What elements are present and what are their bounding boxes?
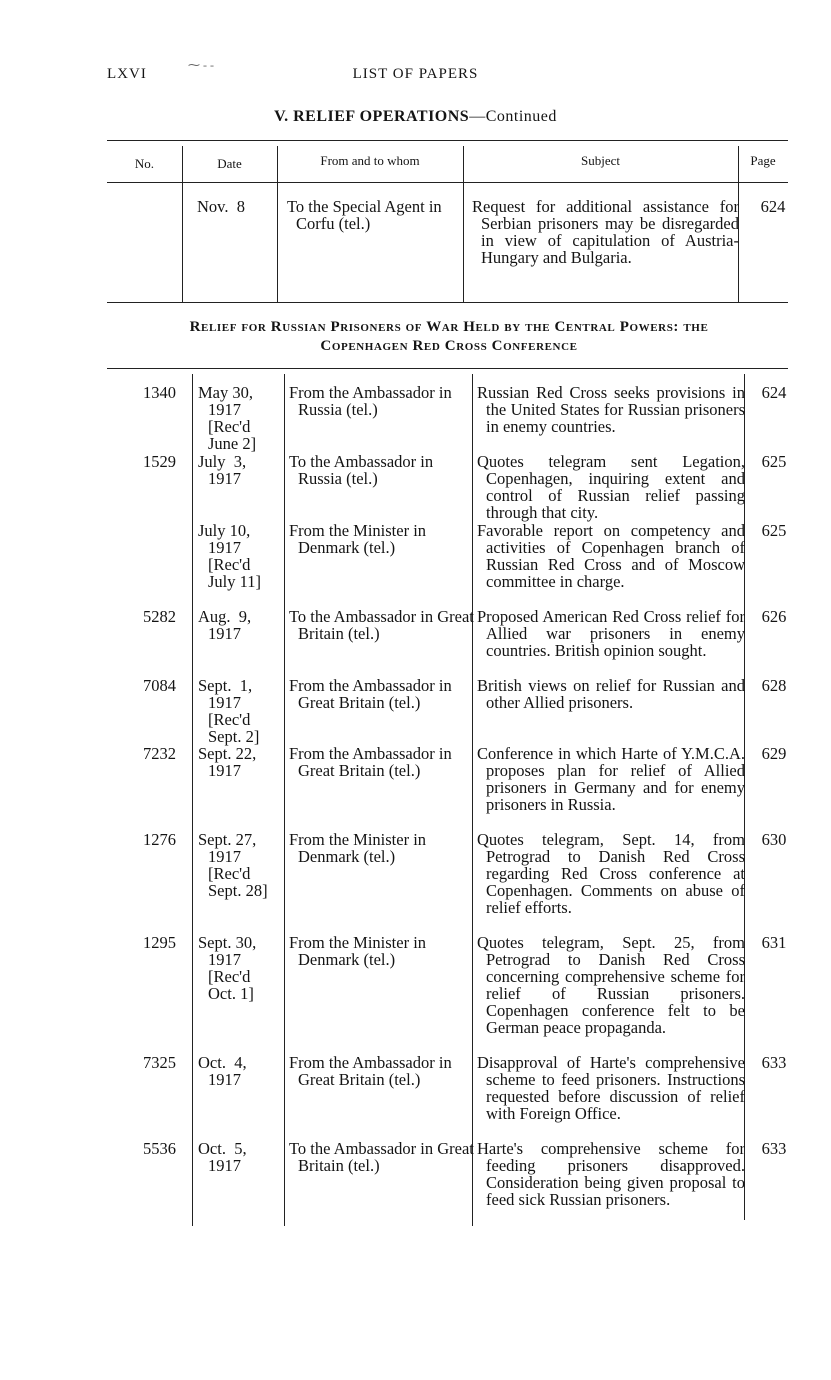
stray-mark-icon: ⁓ ‐ ‐ <box>188 58 214 72</box>
column-header-from: From and to whom <box>320 153 420 168</box>
table-row-subject: Request for additional assistance for Serbian prisoners may be disregarded in view of capitulation of Austria-Hungary and Bulgaria. <box>472 197 739 267</box>
table-row-subject: Proposed American Red Cross relief for Allied war prisoners in enemy countries. British opinion sought. <box>477 607 745 660</box>
table-row-from: To the Ambassador in Great Britain (tel.) <box>289 1139 474 1175</box>
table-row-number: 5282 <box>143 607 176 626</box>
table-row-subject: Quotes telegram sent Legation, Copenhagen, inquiring extent and control of Russian relief passing through that city. <box>477 452 745 522</box>
table-row-from: From the Minister in Denmark (tel.) <box>289 521 427 557</box>
table-row-page: 624 <box>760 197 786 216</box>
column-header-page: Page <box>750 153 776 168</box>
table-row-page: 633 <box>761 1139 787 1158</box>
table-row-from: From the Ambassador in Great Britain (tel.) <box>289 676 452 712</box>
table-row-date: Oct. 4, 1917 <box>198 1053 247 1089</box>
table-row-date: Sept. 27, 1917 [Rec'd Sept. 28] <box>198 830 268 900</box>
table-row-date: Nov. 8 <box>197 197 245 216</box>
column-divider <box>284 374 285 1226</box>
table-row-subject: Conference in which Harte of Y.M.C.A. proposes plan for relief of Allied prisoners in Germany and for enemy prisoners in Russia. <box>477 744 745 814</box>
table-row-number: 7325 <box>143 1053 176 1072</box>
table-row-number: 5536 <box>143 1139 176 1158</box>
table-row-number: 1276 <box>143 830 176 849</box>
table-row-number: 1340 <box>143 383 176 402</box>
column-header-no: No. <box>134 156 155 171</box>
table-row-subject: Quotes telegram, Sept. 14, from Petrograd to Danish Red Cross regarding Red Cross conference at Copenhagen. Comments on abuse of relief efforts. <box>477 830 745 917</box>
table-row-from: To the Ambassador in Great Britain (tel.) <box>289 607 474 643</box>
subsection-heading <box>104 318 794 356</box>
subsection-heading-line2: Copenhagen Red Cross Conference <box>320 338 578 354</box>
column-divider <box>472 374 473 1226</box>
table-row-from: From the Minister in Denmark (tel.) <box>289 933 427 969</box>
table-row-page: 630 <box>761 830 787 849</box>
table-row-from: To the Ambassador in Russia (tel.) <box>289 452 434 488</box>
table-row-page: 628 <box>761 676 787 695</box>
column-divider <box>277 146 278 302</box>
table-row-from: To the Special Agent in Corfu (tel.) <box>287 197 442 233</box>
table-row-page: 629 <box>761 744 787 763</box>
column-header-date: Date <box>217 156 242 171</box>
table-row-number: 1295 <box>143 933 176 952</box>
table-row-page: 633 <box>761 1053 787 1072</box>
table-top-rule <box>107 140 788 141</box>
table-row-page: 624 <box>761 383 787 402</box>
table-row-number: 1529 <box>143 452 176 471</box>
table-row-subject: Quotes telegram, Sept. 25, from Petrograd to Danish Red Cross concerning comprehensive scheme for relief of Russian prisoners. Copenhagen conference felt to be German peace propaganda. <box>477 933 745 1037</box>
table-row-page: 626 <box>761 607 787 626</box>
table-row-from: From the Ambassador in Russia (tel.) <box>289 383 452 419</box>
table-row-subject: Harte's comprehensive scheme for feeding prisoners disapproved. Consideration being given proposal to feed sick Russian prisoners. <box>477 1139 745 1209</box>
table-row-date: Sept. 1, 1917 [Rec'd Sept. 2] <box>198 676 260 746</box>
page-number: LXVI <box>107 66 147 82</box>
table-bottom-rule <box>107 302 788 303</box>
table-row-date: May 30, 1917 [Rec'd June 2] <box>198 383 257 453</box>
table-row-date: Aug. 9, 1917 <box>198 607 252 643</box>
table-row-date: Oct. 5, 1917 <box>198 1139 247 1175</box>
table-row-date: July 3, 1917 <box>198 452 247 488</box>
table-row-subject: Russian Red Cross seeks provisions in the United States for Russian prisoners in enemy countries. <box>477 383 745 436</box>
table-row-number: 7084 <box>143 676 176 695</box>
table-row-page: 625 <box>761 521 787 540</box>
section-heading <box>0 108 831 126</box>
section-continued: —Continued <box>469 108 557 125</box>
table-header-rule <box>107 182 788 183</box>
table-row-from: From the Ambassador in Great Britain (tel.) <box>289 1053 452 1089</box>
page-title: LIST OF PAPERS <box>352 66 479 82</box>
column-header-subject: Subject <box>581 153 620 168</box>
subsection-heading-line1: Relief for Russian Prisoners of War Held by the Central Powers: the <box>189 319 709 335</box>
table-row-subject: Favorable report on competency and activities of Copenhagen branch of Russian Red Cross and of Moscow committee in charge. <box>477 521 745 591</box>
column-divider <box>192 374 193 1226</box>
table-row-date: July 10, 1917 [Rec'd July 11] <box>198 521 262 591</box>
section-title: V. RELIEF OPERATIONS <box>274 108 470 125</box>
subtable-top-rule <box>107 368 788 369</box>
table-row-date: Sept. 30, 1917 [Rec'd Oct. 1] <box>198 933 257 1003</box>
table-row-page: 631 <box>761 933 787 952</box>
table-row-number: 7232 <box>143 744 176 763</box>
table-row-from: From the Minister in Denmark (tel.) <box>289 830 427 866</box>
table-row-date: Sept. 22, 1917 <box>198 744 257 780</box>
table-row-subject: British views on relief for Russian and other Allied prisoners. <box>477 676 745 712</box>
table-row-page: 625 <box>761 452 787 471</box>
table-row-subject: Disapproval of Harte's comprehensive scheme to feed prisoners. Instructions requested before discussion of relief with Foreign Office. <box>477 1053 745 1123</box>
table-row-from: From the Ambassador in Great Britain (tel.) <box>289 744 452 780</box>
